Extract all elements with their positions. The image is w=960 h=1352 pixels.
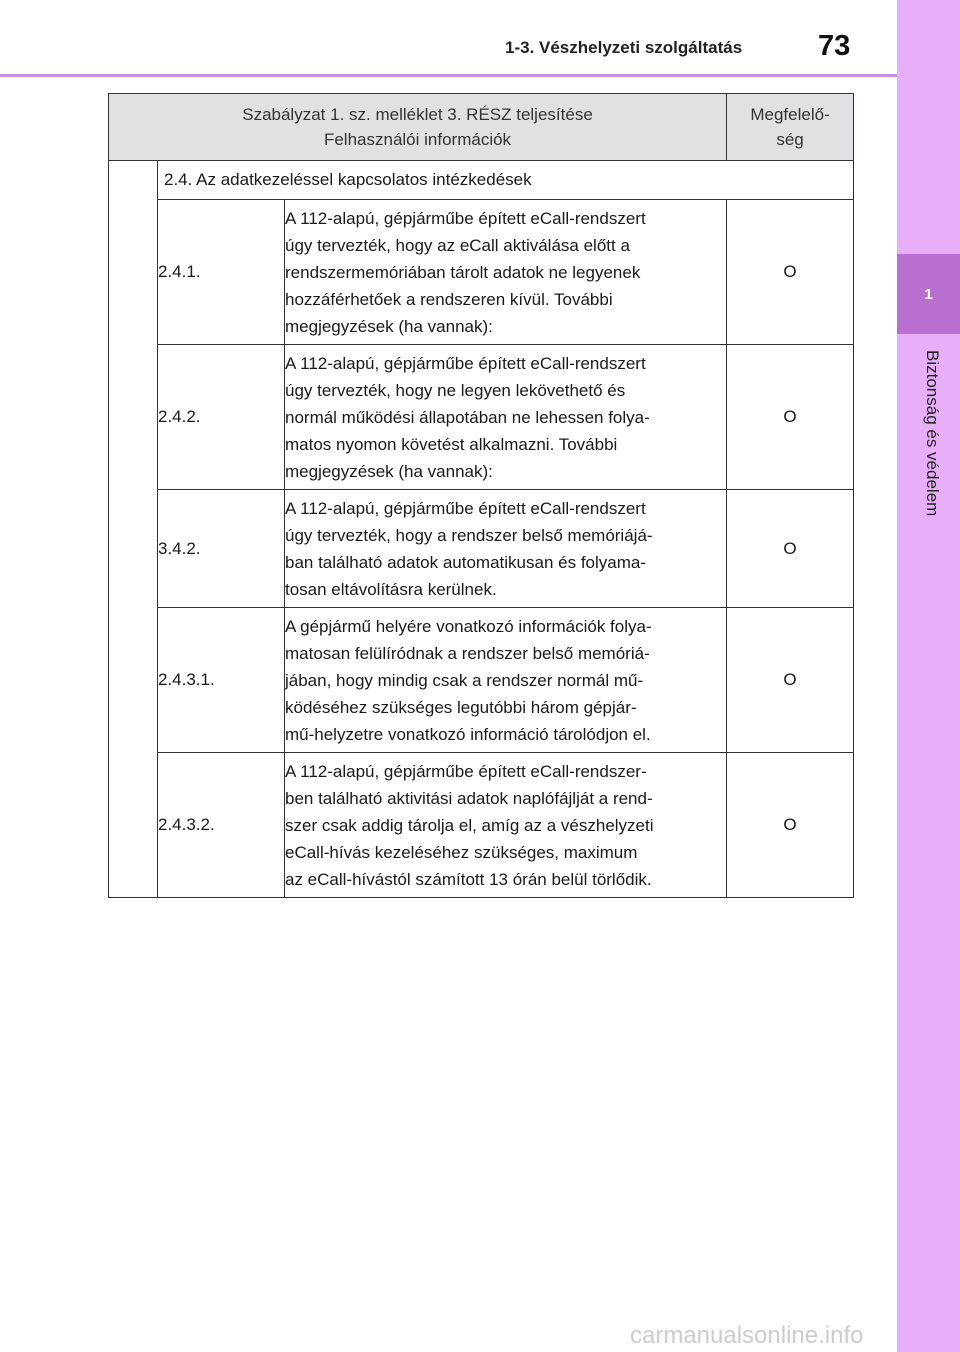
table-header-conformity-line1: Megfelelő- — [750, 105, 830, 124]
description-line: úgy tervezték, hogy a rendszer belső memóriájá- — [285, 525, 653, 545]
table-row — [109, 345, 854, 490]
row-description — [285, 608, 727, 753]
description-line: úgy tervezték, hogy az eCall aktiválása előtt a — [285, 235, 630, 255]
row-description — [285, 490, 727, 608]
description-line: A 112-alapú, gépjárműbe épített eCall-rendszert — [285, 498, 646, 518]
row-conformity: O — [727, 490, 854, 608]
description-line: mű-helyzetre vonatkozó információ tárolódjon el. — [285, 724, 651, 744]
description-line: eCall-hívás kezeléséhez szükséges, maximum — [285, 842, 638, 862]
row-code: 2.4.3.1. — [158, 608, 285, 753]
table-row — [109, 200, 854, 345]
table-indent-cell — [109, 161, 158, 898]
header-divider — [0, 74, 897, 77]
table-row — [109, 490, 854, 608]
section-title: 1-3. Vészhelyzeti szolgáltatás — [505, 38, 743, 57]
chapter-number: 1 — [924, 285, 933, 303]
row-description — [285, 345, 727, 490]
description-line: szer csak addig tárolja el, amíg az a vészhelyzeti — [285, 815, 654, 835]
chapter-tab-marker[interactable] — [897, 254, 960, 334]
description-line: tosan eltávolításra kerülnek. — [285, 579, 497, 599]
description-line: A gépjármű helyére vonatkozó információk folya- — [285, 616, 652, 636]
row-conformity: O — [727, 608, 854, 753]
chapter-label: Biztonság és védelem — [923, 350, 942, 517]
row-code: 3.4.2. — [158, 490, 285, 608]
table-header-conformity — [727, 94, 854, 161]
description-line: normál működési állapotában ne lehessen folya- — [285, 407, 650, 427]
description-line: úgy tervezték, hogy ne legyen lekövethető és — [285, 380, 626, 400]
description-line: A 112-alapú, gépjárműbe épített eCall-rendszer- — [285, 761, 647, 781]
description-line: jában, hogy mindig csak a rendszer normál mű- — [285, 670, 644, 690]
watermark-text: carmanualsonline.info — [630, 1322, 864, 1349]
description-line: az eCall-hívástól számított 13 órán belül törlődik. — [285, 869, 652, 889]
description-line: matos nyomon követést alkalmazni. További — [285, 434, 618, 454]
section-heading: 2.4. Az adatkezeléssel kapcsolatos intézkedések — [158, 161, 854, 200]
table-header-title-line1: Szabályzat 1. sz. melléklet 3. RÉSZ teljesítése — [242, 105, 593, 124]
row-code: 2.4.2. — [158, 345, 285, 490]
row-description — [285, 200, 727, 345]
description-line: megjegyzések (ha vannak): — [285, 461, 493, 481]
row-code: 2.4.3.2. — [158, 753, 285, 898]
row-conformity: O — [727, 200, 854, 345]
description-line: rendszermemóriában tárolt adatok ne legyenek — [285, 262, 641, 282]
row-conformity: O — [727, 345, 854, 490]
ecall-data-handling-table — [108, 93, 854, 898]
table-row — [109, 753, 854, 898]
table-header-title-line2: Felhasználói információk — [323, 130, 512, 149]
table-header-row — [109, 94, 854, 161]
row-description — [285, 753, 727, 898]
page-number: 73 — [818, 30, 851, 62]
description-line: ben található aktivitási adatok naplófájlját a rend- — [285, 788, 653, 808]
description-line: hozzáférhetőek a rendszeren kívül. További — [285, 289, 613, 309]
description-line: matosan felülíródnak a rendszer belső memóriá- — [285, 643, 650, 663]
row-conformity: O — [727, 753, 854, 898]
description-line: ban található adatok automatikusan és folyama- — [285, 552, 647, 572]
description-line: megjegyzések (ha vannak): — [285, 316, 493, 336]
chapter-side-tab — [897, 0, 960, 1352]
description-line: A 112-alapú, gépjárműbe épített eCall-rendszert — [285, 208, 646, 228]
table-header-title — [109, 94, 727, 161]
description-line: ködéséhez szükséges legutóbbi három gépjár- — [285, 697, 637, 717]
table-row — [109, 608, 854, 753]
row-code: 2.4.1. — [158, 200, 285, 345]
description-line: A 112-alapú, gépjárműbe épített eCall-rendszert — [285, 353, 646, 373]
table-section-row — [109, 161, 854, 200]
table-header-conformity-line2: ség — [776, 130, 804, 149]
